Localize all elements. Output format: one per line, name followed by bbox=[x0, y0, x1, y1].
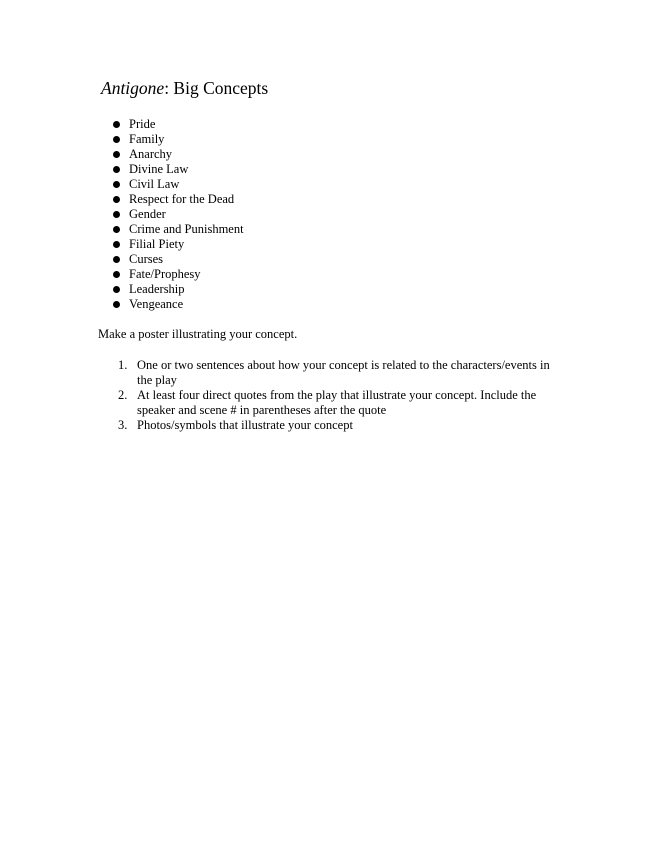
concept-label: Crime and Punishment bbox=[129, 222, 244, 236]
bullet-icon bbox=[113, 241, 120, 248]
title-play-name: Antigone bbox=[101, 78, 165, 98]
title-subtitle: : Big Concepts bbox=[164, 78, 269, 98]
concept-label: Vengeance bbox=[129, 297, 184, 311]
requirements-list bbox=[0, 358, 663, 433]
concept-item bbox=[0, 222, 244, 237]
bullet-icon bbox=[113, 136, 120, 143]
requirement-text: One or two sentences about how your concept is related to the characters/events in the play bbox=[137, 358, 550, 387]
requirement-text: At least four direct quotes from the play that illustrate your concept. Include the speaker and scene # in parentheses after the quote bbox=[137, 388, 537, 417]
concept-label: Anarchy bbox=[129, 147, 173, 161]
concept-item bbox=[0, 117, 244, 132]
bullet-icon bbox=[113, 226, 120, 233]
concept-label: Civil Law bbox=[129, 177, 180, 191]
concept-label: Fate/Prophesy bbox=[129, 267, 201, 281]
concept-label: Respect for the Dead bbox=[129, 192, 235, 206]
bullet-icon bbox=[113, 151, 120, 158]
concept-label: Divine Law bbox=[129, 162, 189, 176]
concept-item bbox=[0, 282, 244, 297]
concept-label: Gender bbox=[129, 207, 166, 221]
bullet-icon bbox=[113, 166, 120, 173]
requirement-item bbox=[0, 358, 567, 388]
requirement-item bbox=[0, 388, 567, 418]
concept-item bbox=[0, 252, 244, 267]
concept-list bbox=[0, 117, 244, 312]
requirement-number: 3. bbox=[118, 418, 128, 432]
requirement-text: Photos/symbols that illustrate your concept bbox=[137, 418, 353, 432]
instruction-text: Make a poster illustrating your concept. bbox=[98, 327, 298, 341]
concept-item bbox=[0, 147, 244, 162]
bullet-icon bbox=[113, 211, 120, 218]
requirement-number: 1. bbox=[118, 358, 128, 372]
requirement-item bbox=[0, 418, 567, 433]
concept-item bbox=[0, 132, 244, 147]
bullet-icon bbox=[113, 271, 120, 278]
document-title bbox=[101, 76, 268, 100]
concept-item bbox=[0, 267, 244, 282]
concept-item bbox=[0, 177, 244, 192]
concept-label: Family bbox=[129, 132, 165, 146]
bullet-icon bbox=[113, 181, 120, 188]
concept-label: Pride bbox=[129, 117, 156, 131]
bullet-icon bbox=[113, 301, 120, 308]
concept-item bbox=[0, 207, 244, 222]
bullet-icon bbox=[113, 256, 120, 263]
concept-item bbox=[0, 237, 244, 252]
bullet-icon bbox=[113, 121, 120, 128]
bullet-icon bbox=[113, 286, 120, 293]
concept-label: Curses bbox=[129, 252, 164, 266]
concept-label: Filial Piety bbox=[129, 237, 185, 251]
concept-item bbox=[0, 162, 244, 177]
bullet-icon bbox=[113, 196, 120, 203]
concept-item bbox=[0, 297, 244, 312]
concept-item bbox=[0, 192, 244, 207]
concept-label: Leadership bbox=[129, 282, 185, 296]
requirement-number: 2. bbox=[118, 388, 128, 402]
